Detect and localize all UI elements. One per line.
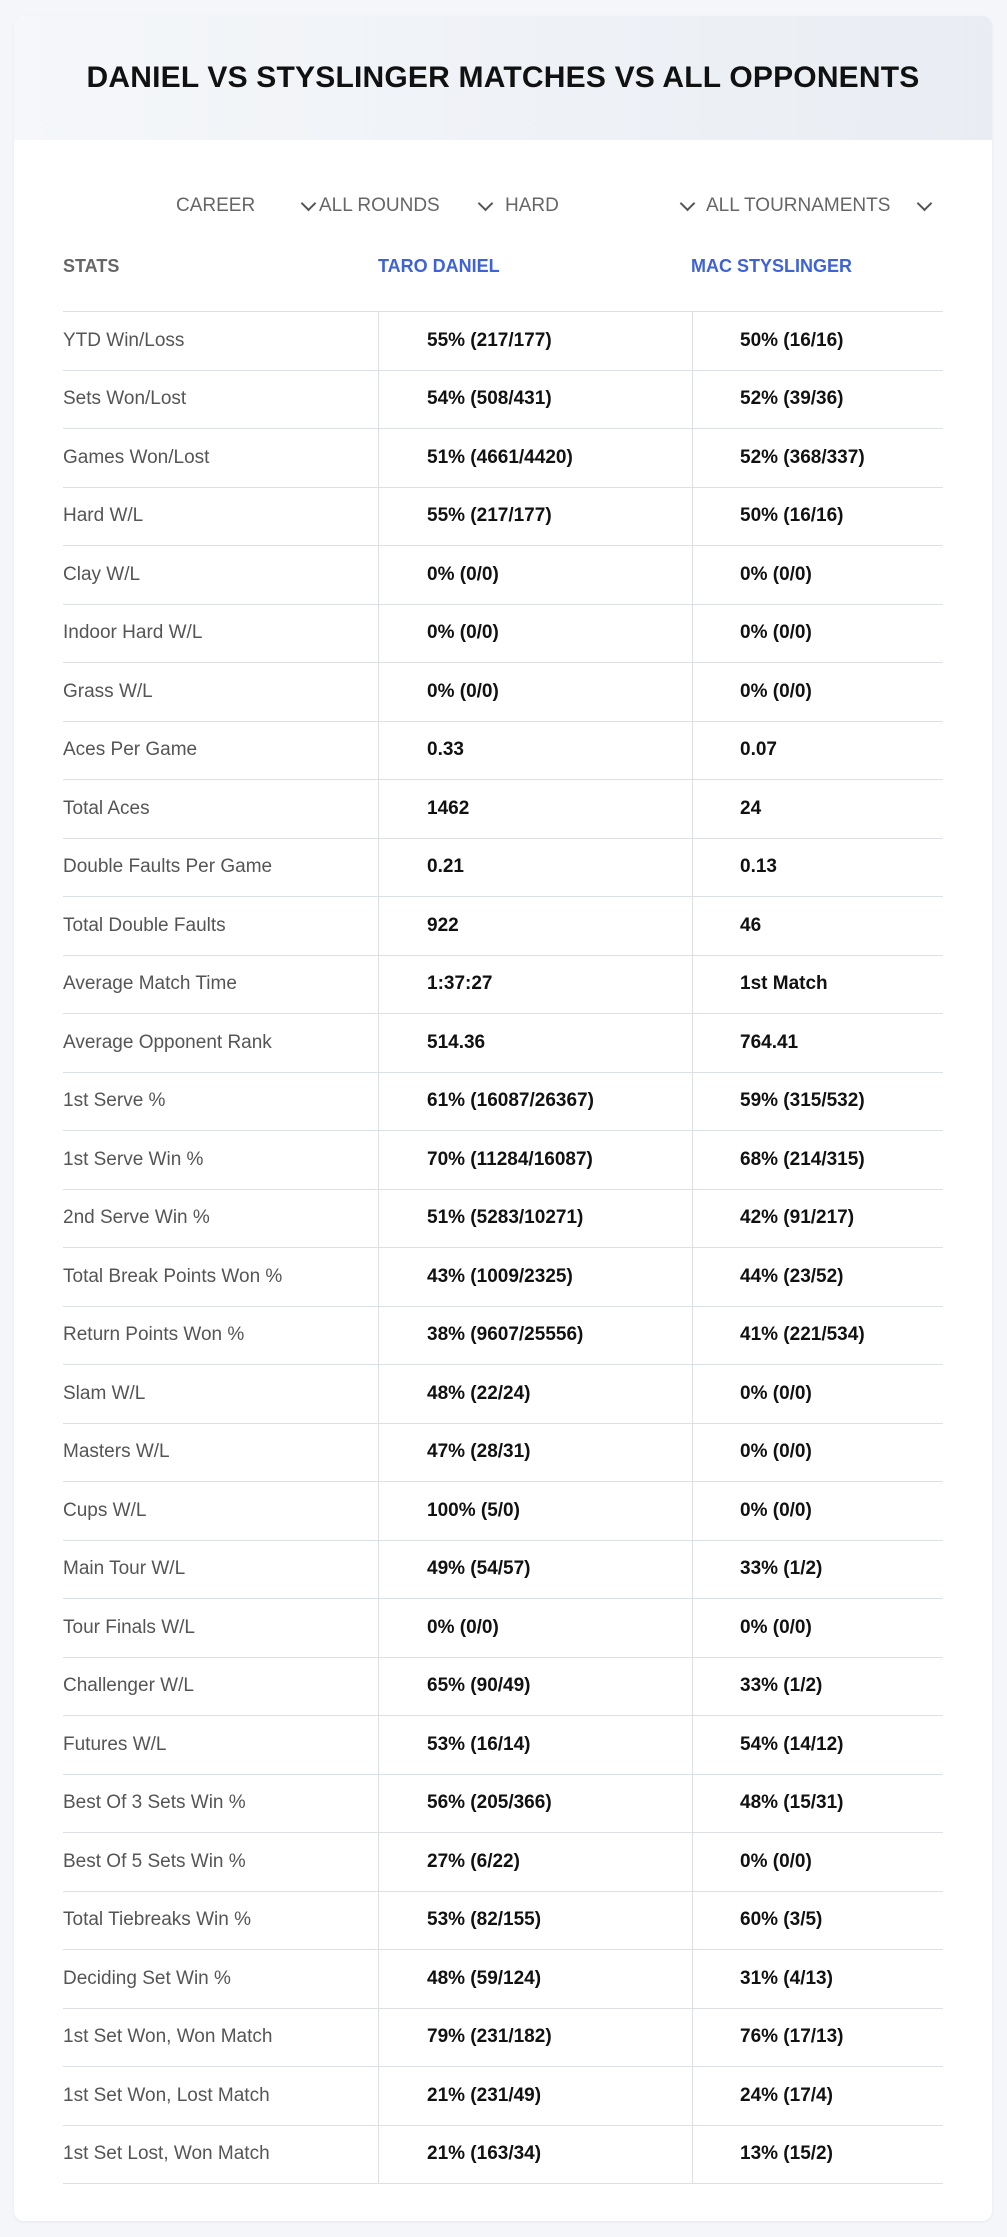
stat-label: Futures W/L	[63, 1733, 167, 1755]
stats-column-header: STATS	[63, 256, 120, 276]
surface-select-value: HARD	[505, 195, 559, 216]
player2-value: 0% (0/0)	[692, 1424, 943, 1482]
filter-bar	[14, 188, 992, 224]
player1-value: 51% (4661/4420)	[378, 429, 692, 487]
stats-table	[63, 311, 943, 2184]
table-row	[63, 1365, 943, 1424]
table-row	[63, 780, 943, 839]
player1-value: 21% (231/49)	[378, 2067, 692, 2125]
player1-value: 922	[378, 897, 692, 955]
stat-label: Total Break Points Won %	[63, 1265, 283, 1287]
player1-value: 56% (205/366)	[378, 1775, 692, 1833]
period-select[interactable]	[176, 188, 320, 224]
player2-value: 13% (15/2)	[692, 2126, 943, 2184]
stat-label: Average Match Time	[63, 973, 237, 995]
stat-label: Slam W/L	[63, 1382, 146, 1404]
player2-value: 76% (17/13)	[692, 2009, 943, 2067]
player2-value: 50% (16/16)	[692, 312, 943, 370]
player1-value: 47% (28/31)	[378, 1424, 692, 1482]
table-row	[63, 1014, 943, 1073]
table-row	[63, 1833, 943, 1892]
player2-value: 60% (3/5)	[692, 1892, 943, 1950]
player2-value: 0% (0/0)	[692, 1365, 943, 1423]
chevron-down-icon	[917, 195, 933, 211]
stat-label: Challenger W/L	[63, 1675, 194, 1697]
player1-value: 0.33	[378, 722, 692, 780]
player2-value: 54% (14/12)	[692, 1716, 943, 1774]
stat-label: Deciding Set Win %	[63, 1967, 231, 1989]
stat-label: Clay W/L	[63, 563, 141, 585]
table-row	[63, 1482, 943, 1541]
player2-value: 52% (368/337)	[692, 429, 943, 487]
stat-label: 1st Serve Win %	[63, 1148, 204, 1170]
player1-value: 38% (9607/25556)	[378, 1307, 692, 1365]
player2-value: 0% (0/0)	[692, 1833, 943, 1891]
table-row	[63, 546, 943, 605]
page-title: DANIEL VS STYSLINGER MATCHES VS ALL OPPONENTS	[86, 61, 920, 94]
player2-value: 48% (15/31)	[692, 1775, 943, 1833]
table-row	[63, 2009, 943, 2068]
stats-card	[14, 16, 992, 2221]
stat-label: Best Of 5 Sets Win %	[63, 1850, 246, 1872]
table-row	[63, 1658, 943, 1717]
stat-label: Best Of 3 Sets Win %	[63, 1792, 246, 1814]
stat-label: Total Tiebreaks Win %	[63, 1909, 251, 1931]
table-row	[63, 488, 943, 547]
stat-label: 1st Set Won, Lost Match	[63, 2084, 270, 2106]
table-row	[63, 663, 943, 722]
player1-value: 55% (217/177)	[378, 312, 692, 370]
round-select-value: ALL ROUNDS	[319, 195, 440, 216]
player1-value: 61% (16087/26367)	[378, 1073, 692, 1131]
player2-value: 0% (0/0)	[692, 546, 943, 604]
table-row	[63, 956, 943, 1015]
chevron-down-icon	[478, 195, 494, 211]
table-row	[63, 1073, 943, 1132]
table-row	[63, 1131, 943, 1190]
tournament-select-value: ALL TOURNAMENTS	[706, 195, 891, 216]
player1-value: 48% (59/124)	[378, 1950, 692, 2008]
player1-value: 65% (90/49)	[378, 1658, 692, 1716]
player2-value: 764.41	[692, 1014, 943, 1072]
table-row	[63, 1892, 943, 1951]
player1-value: 54% (508/431)	[378, 371, 692, 429]
player2-value: 68% (214/315)	[692, 1131, 943, 1189]
player2-value: 0% (0/0)	[692, 605, 943, 663]
player2-value: 0% (0/0)	[692, 1599, 943, 1657]
chevron-down-icon	[680, 195, 696, 211]
table-row	[63, 371, 943, 430]
player2-value: 1st Match	[692, 956, 943, 1014]
player2-value: 46	[692, 897, 943, 955]
player1-value: 55% (217/177)	[378, 488, 692, 546]
stat-label: Hard W/L	[63, 505, 144, 527]
player1-value: 0% (0/0)	[378, 546, 692, 604]
table-row	[63, 1307, 943, 1366]
table-row	[63, 897, 943, 956]
player2-value: 24% (17/4)	[692, 2067, 943, 2125]
player1-value: 51% (5283/10271)	[378, 1190, 692, 1248]
player2-value: 42% (91/217)	[692, 1190, 943, 1248]
table-row	[63, 429, 943, 488]
stat-label: Indoor Hard W/L	[63, 622, 203, 644]
player1-value: 21% (163/34)	[378, 2126, 692, 2184]
stat-label: Tour Finals W/L	[63, 1616, 195, 1638]
stat-label: Aces Per Game	[63, 739, 198, 761]
player1-value: 0% (0/0)	[378, 663, 692, 721]
player1-value: 43% (1009/2325)	[378, 1248, 692, 1306]
stat-label: Grass W/L	[63, 680, 153, 702]
player1-column-header[interactable]: TARO DANIEL	[378, 256, 500, 276]
table-row	[63, 312, 943, 371]
player2-value: 50% (16/16)	[692, 488, 943, 546]
player1-value: 79% (231/182)	[378, 2009, 692, 2067]
stat-label: Games Won/Lost	[63, 446, 210, 468]
table-row	[63, 2126, 943, 2185]
player1-value: 49% (54/57)	[378, 1541, 692, 1599]
player1-value: 53% (16/14)	[378, 1716, 692, 1774]
player1-value: 514.36	[378, 1014, 692, 1072]
stat-label: Cups W/L	[63, 1499, 147, 1521]
table-row	[63, 1541, 943, 1600]
stat-label: 1st Set Lost, Won Match	[63, 2143, 270, 2165]
player2-value: 0% (0/0)	[692, 663, 943, 721]
player1-value: 27% (6/22)	[378, 1833, 692, 1891]
player2-value: 0.13	[692, 839, 943, 897]
stat-label: 1st Set Won, Won Match	[63, 2026, 273, 2048]
stat-label: 1st Serve %	[63, 1090, 166, 1112]
player2-value: 24	[692, 780, 943, 838]
period-select-value: CAREER	[176, 195, 256, 216]
stat-label: Masters W/L	[63, 1441, 170, 1463]
tournament-select[interactable]	[706, 188, 936, 224]
table-row	[63, 1190, 943, 1249]
table-row	[63, 1716, 943, 1775]
table-row	[63, 1424, 943, 1483]
table-row	[63, 2067, 943, 2126]
player1-value: 1:37:27	[378, 956, 692, 1014]
player1-value: 48% (22/24)	[378, 1365, 692, 1423]
player1-value: 70% (11284/16087)	[378, 1131, 692, 1189]
player2-value: 0% (0/0)	[692, 1482, 943, 1540]
stat-label: Main Tour W/L	[63, 1558, 186, 1580]
player1-value: 0% (0/0)	[378, 605, 692, 663]
table-row	[63, 722, 943, 781]
player2-value: 59% (315/532)	[692, 1073, 943, 1131]
table-row	[63, 1775, 943, 1834]
table-row	[63, 1599, 943, 1658]
chevron-down-icon	[301, 195, 317, 211]
stat-label: Sets Won/Lost	[63, 388, 187, 410]
player1-value: 0% (0/0)	[378, 1599, 692, 1657]
surface-select[interactable]	[505, 188, 699, 224]
stat-label: Double Faults Per Game	[63, 856, 273, 878]
table-row	[63, 1248, 943, 1307]
player2-value: 31% (4/13)	[692, 1950, 943, 2008]
stat-label: Total Aces	[63, 797, 150, 819]
table-row	[63, 1950, 943, 2009]
player1-value: 0.21	[378, 839, 692, 897]
table-row	[63, 839, 943, 898]
player2-value: 52% (39/36)	[692, 371, 943, 429]
player2-value: 33% (1/2)	[692, 1658, 943, 1716]
player1-value: 53% (82/155)	[378, 1892, 692, 1950]
player1-value: 1462	[378, 780, 692, 838]
stat-label: Total Double Faults	[63, 914, 226, 936]
table-row	[63, 605, 943, 664]
player2-value: 33% (1/2)	[692, 1541, 943, 1599]
stat-label: 2nd Serve Win %	[63, 1207, 210, 1229]
round-select[interactable]	[319, 188, 497, 224]
stat-label: Return Points Won %	[63, 1324, 245, 1346]
player2-value: 0.07	[692, 722, 943, 780]
player2-value: 44% (23/52)	[692, 1248, 943, 1306]
player2-column-header[interactable]: MAC STYSLINGER	[691, 256, 853, 276]
header	[14, 16, 992, 140]
stat-label: YTD Win/Loss	[63, 329, 185, 351]
player1-value: 100% (5/0)	[378, 1482, 692, 1540]
stat-label: Average Opponent Rank	[63, 1031, 272, 1053]
player2-value: 41% (221/534)	[692, 1307, 943, 1365]
